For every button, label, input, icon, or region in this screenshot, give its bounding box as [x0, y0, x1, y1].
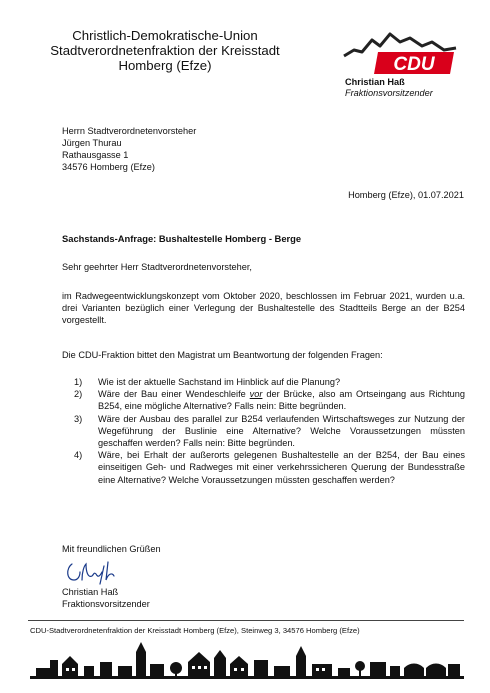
sender-role: Fraktionsvorsitzender — [345, 88, 433, 98]
footer-divider — [28, 620, 464, 621]
cdu-logo-icon — [340, 30, 460, 74]
question-number: 3) — [74, 413, 83, 424]
address-line-4: 34576 Homberg (Efze) — [62, 162, 155, 172]
signer-name: Christian Haß — [62, 587, 119, 597]
question-item-2 — [62, 388, 465, 412]
signer-block — [62, 587, 150, 610]
question-text: Wie ist der aktuelle Sachstand im Hinblick auf die Planung? — [98, 377, 341, 387]
address-line-2: Jürgen Thurau — [62, 138, 122, 148]
address-line-1: Herrn Stadtverordnetenvorsteher — [62, 126, 197, 136]
footer-address: CDU-Stadtverordnetenfraktion der Kreisstadt Homberg (Efze), Steinweg 3, 34576 Homberg (Efze) — [30, 626, 360, 635]
closing-greeting: Mit freundlichen Grüßen — [62, 544, 161, 554]
org-line-2: Stadtverordnetenfraktion der Kreisstadt — [50, 43, 280, 58]
town-skyline-icon — [30, 640, 464, 680]
sender-block — [345, 77, 433, 99]
subject-line: Sachstands-Anfrage: Bushaltestelle Homberg - Berge — [62, 233, 302, 244]
question-number: 4) — [74, 450, 83, 461]
question-item-4 — [62, 449, 465, 486]
question-text: Wäre, bei Erhalt der außerorts gelegenen Bushaltestelle an der B254, der Bau eines einseitigen Geh- und Radweges mit einer verkehrssicheren Querung der Bundesstraße eine Alternative? Welche Voraussetzungen müssten geschaffen werden? — [98, 450, 465, 485]
recipient-address — [62, 125, 196, 173]
question-text-pre: Wäre der Bau einer Wendeschleife — [98, 389, 250, 400]
question-list — [62, 376, 465, 486]
question-item-3 — [62, 413, 465, 450]
organization-header — [40, 28, 290, 73]
question-item-1 — [62, 376, 465, 388]
paragraph-1: im Radwegeentwicklungskonzept vom Oktober 2020, beschlossen im Februar 2021, wurden u.a. drei Varianten bezüglich einer Verlegung der Bushaltestelle des Stadtteils Berge an der B254 vorgestellt. — [62, 291, 465, 326]
logo-text: CDU — [393, 54, 435, 74]
question-text-post: der Brücke, also am Ortseingang aus Richtung B254, eine mögliche Alternative? Falls nein: Bitte begründen. — [98, 389, 465, 412]
salutation: Sehr geehrter Herr Stadtverordnetenvorsteher, — [62, 262, 252, 272]
letter-date: Homberg (Efze), 01.07.2021 — [348, 190, 464, 200]
signature-icon — [64, 558, 124, 586]
org-line-3: Homberg (Efze) — [118, 58, 212, 73]
question-number: 2) — [74, 389, 83, 400]
signer-role: Fraktionsvorsitzender — [62, 598, 150, 609]
question-text-emphasis: vor — [249, 389, 263, 400]
address-line-3: Rathausgasse 1 — [62, 150, 129, 160]
org-line-1: Christlich-Demokratische-Union — [72, 28, 258, 43]
paragraph-2: Die CDU-Fraktion bittet den Magistrat um Beantwortung der folgenden Fragen: — [62, 350, 383, 360]
question-text: Wäre der Ausbau des parallel zur B254 verlaufenden Wirtschaftsweges zur Nutzung der Wegeführung der Buslinie eine Alternative? Welche Voraussetzungen müssten geschaffen werden? Falls nein: Bitte begründen. — [98, 413, 465, 449]
question-number: 1) — [74, 377, 83, 387]
sender-name: Christian Haß — [345, 77, 405, 87]
